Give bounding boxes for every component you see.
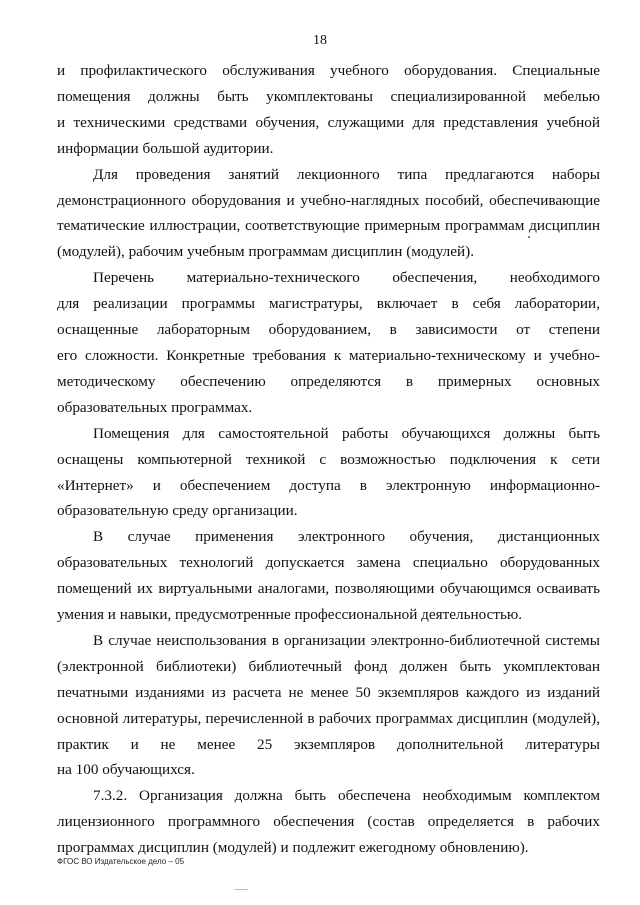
text-line: для реализации программы магистратуры, включает в себя лаборатории, bbox=[57, 295, 600, 313]
scan-speck bbox=[234, 889, 248, 890]
text-line: (электронной библиотеки) библиотечный фонд должен быть укомплектован bbox=[57, 657, 600, 675]
paragraph-7 bbox=[57, 783, 600, 861]
text-line: умения и навыки, предусмотренные профессиональной деятельностью. bbox=[57, 606, 523, 624]
text-line: информации большой аудитории. bbox=[57, 139, 274, 157]
text-line: образовательных технологий допускается замена специально оборудованных bbox=[57, 554, 600, 572]
paragraph-5 bbox=[57, 524, 600, 628]
text-line: Для проведения занятий лекционного типа предлагаются наборы bbox=[93, 165, 600, 183]
text-line: лицензионного программного обеспечения (состав определяется в рабочих bbox=[57, 813, 600, 831]
text-line: Помещения для самостоятельной работы обучающихся должны быть bbox=[93, 424, 600, 442]
text-line: и техническими средствами обучения, служащими для представления учебной bbox=[57, 113, 600, 131]
body-text bbox=[57, 58, 600, 861]
paragraph-6 bbox=[57, 628, 600, 783]
text-line: помещений их виртуальными аналогами, позволяющими обучающимся осваивать bbox=[57, 580, 600, 598]
text-line: основной литературы, перечисленной в рабочих программах дисциплин (модулей), bbox=[57, 709, 600, 727]
paragraph-4 bbox=[57, 421, 600, 525]
text-line: В случае неиспользования в организации электронно-библиотечной системы bbox=[93, 631, 600, 649]
text-line: 7.3.2. Организация должна быть обеспечена необходимым комплектом bbox=[93, 787, 600, 805]
text-line: программах дисциплин (модулей) и подлежит ежегодному обновлению). bbox=[57, 839, 529, 857]
text-line: методическому обеспечению определяются в примерных основных bbox=[57, 372, 600, 390]
text-line: тематические иллюстрации, соответствующие примерным программам дисциплин bbox=[57, 217, 600, 235]
text-line: печатными изданиями из расчета не менее 50 экземпляров каждого из изданий bbox=[57, 683, 600, 701]
paragraph-1 bbox=[57, 58, 600, 162]
text-line: оснащены компьютерной техникой с возможностью подключения к сети bbox=[57, 450, 600, 468]
scan-speck bbox=[528, 236, 530, 238]
page-number: 18 bbox=[313, 33, 327, 48]
text-line: В случае применения электронного обучения, дистанционных bbox=[93, 528, 600, 546]
text-line: оснащенные лабораторным оборудованием, в зависимости от степени bbox=[57, 321, 600, 339]
paragraph-2 bbox=[57, 162, 600, 266]
text-line: демонстрационного оборудования и учебно-наглядных пособий, обеспечивающие bbox=[57, 191, 600, 209]
text-line: Перечень материально-технического обеспечения, необходимого bbox=[93, 269, 600, 287]
text-line: (модулей), рабочим учебным программам дисциплин (модулей). bbox=[57, 243, 474, 261]
text-line: и профилактического обслуживания учебного оборудования. Специальные bbox=[57, 62, 600, 79]
text-line: образовательных программах. bbox=[57, 398, 253, 416]
text-line: помещения должны быть укомплектованы специализированной мебелью bbox=[57, 87, 600, 105]
text-line: его сложности. Конкретные требования к материально-техническому и учебно- bbox=[57, 346, 600, 364]
text-line: практик и не менее 25 экземпляров дополнительной литературы bbox=[57, 735, 600, 753]
text-line: образовательную среду организации. bbox=[57, 502, 298, 520]
text-line: «Интернет» и обеспечением доступа в электронную информационно- bbox=[57, 476, 600, 494]
page-footer: ФГОС ВО Издательское дело – 05 bbox=[57, 857, 185, 866]
text-line: на 100 обучающихся. bbox=[57, 761, 195, 779]
paragraph-3 bbox=[57, 265, 600, 420]
